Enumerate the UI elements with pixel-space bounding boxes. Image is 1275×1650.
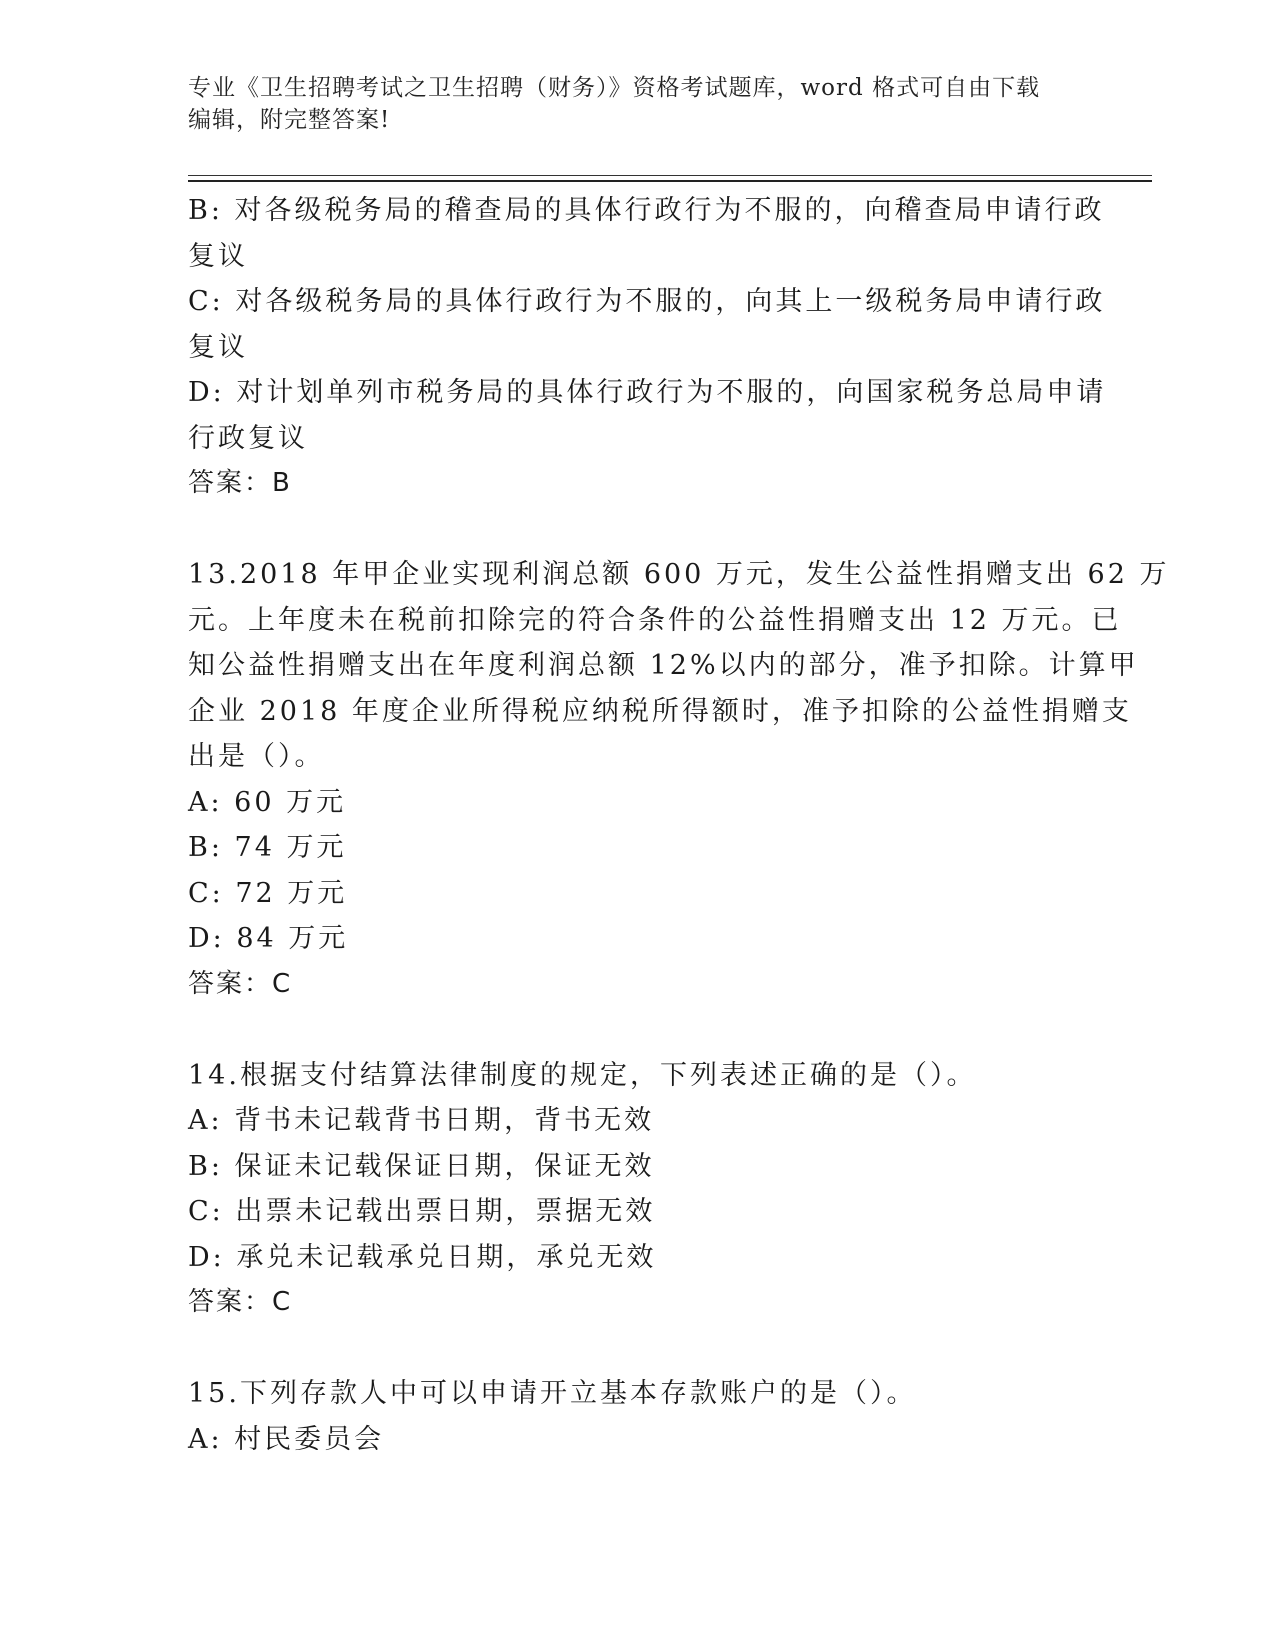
document-header [188,72,1068,136]
q12-option-d-line-2: 行政复议 [188,422,308,454]
q12-option-b-line-2: 复议 [188,240,248,272]
question-14 [188,1053,1078,1326]
header-line-1: 专业《卫生招聘考试之卫生招聘（财务）》资格考试题库，word 格式可自由下载 [188,75,1041,101]
q15-option-a: A: 村民委员会 [188,1423,385,1455]
header-divider-thick [188,180,1152,182]
q13-stem-line-1: 13.2018 年甲企业实现利润总额 600 万元，发生公益性捐赠支出 62 万 [188,559,1170,590]
spacer [188,1007,1078,1053]
q13-stem-line-3: 知公益性捐赠支出在年度利润总额 12%以内的部分，准予扣除。计算甲 [188,650,1139,681]
spacer [188,1326,1078,1372]
header-line-2: 编辑，附完整答案! [188,107,391,133]
q14-stem: 14.根据支付结算法律制度的规定，下列表述正确的是（）。 [188,1059,977,1091]
q13-answer: 答案：C [188,968,293,999]
q14-option-a: A: 背书未记载背书日期，背书无效 [188,1105,655,1136]
q12-option-c-line-1: C: 对各级税务局的具体行政行为不服的，向其上一级税务局申请行政 [188,286,1106,317]
question-13 [188,552,1170,1007]
q13-stem-line-5: 出是（）。 [188,741,325,772]
q14-option-d: D: 承兑未记载承兑日期，承兑无效 [188,1241,657,1273]
q14-option-b: B: 保证未记载保证日期，保证无效 [188,1150,655,1182]
q12-option-c-line-2: 复议 [188,331,248,363]
q13-option-b: B: 74 万元 [188,832,347,863]
q13-option-d: D: 84 万元 [188,923,349,954]
q13-option-c: C: 72 万元 [188,877,348,909]
document-body [188,188,1170,1462]
q14-answer: 答案：C [188,1287,293,1317]
q14-option-c: C: 出票未记载出票日期，票据无效 [188,1196,656,1227]
q12-option-d-line-1: D: 对计划单列市税务局的具体行政行为不服的，向国家税务总局申请 [188,377,1107,408]
spacer [188,507,1078,553]
question-12 [188,188,1107,507]
q12-answer: 答案：B [188,468,292,498]
q13-stem-line-4: 企业 2018 年度企业所得税应纳税所得额时，准予扣除的公益性捐赠支 [188,695,1132,727]
header-divider-thin [188,175,1152,176]
q13-option-a: A: 60 万元 [188,786,347,818]
question-15 [188,1371,1078,1462]
q13-stem-line-2: 元。上年度未在税前扣除完的符合条件的公益性捐赠支出 12 万元。已 [188,604,1122,636]
q12-option-b-line-1: B: 对各级税务局的稽查局的具体行政行为不服的，向稽查局申请行政 [188,195,1105,226]
q15-stem: 15.下列存款人中可以申请开立基本存款账户的是（）。 [188,1378,917,1409]
